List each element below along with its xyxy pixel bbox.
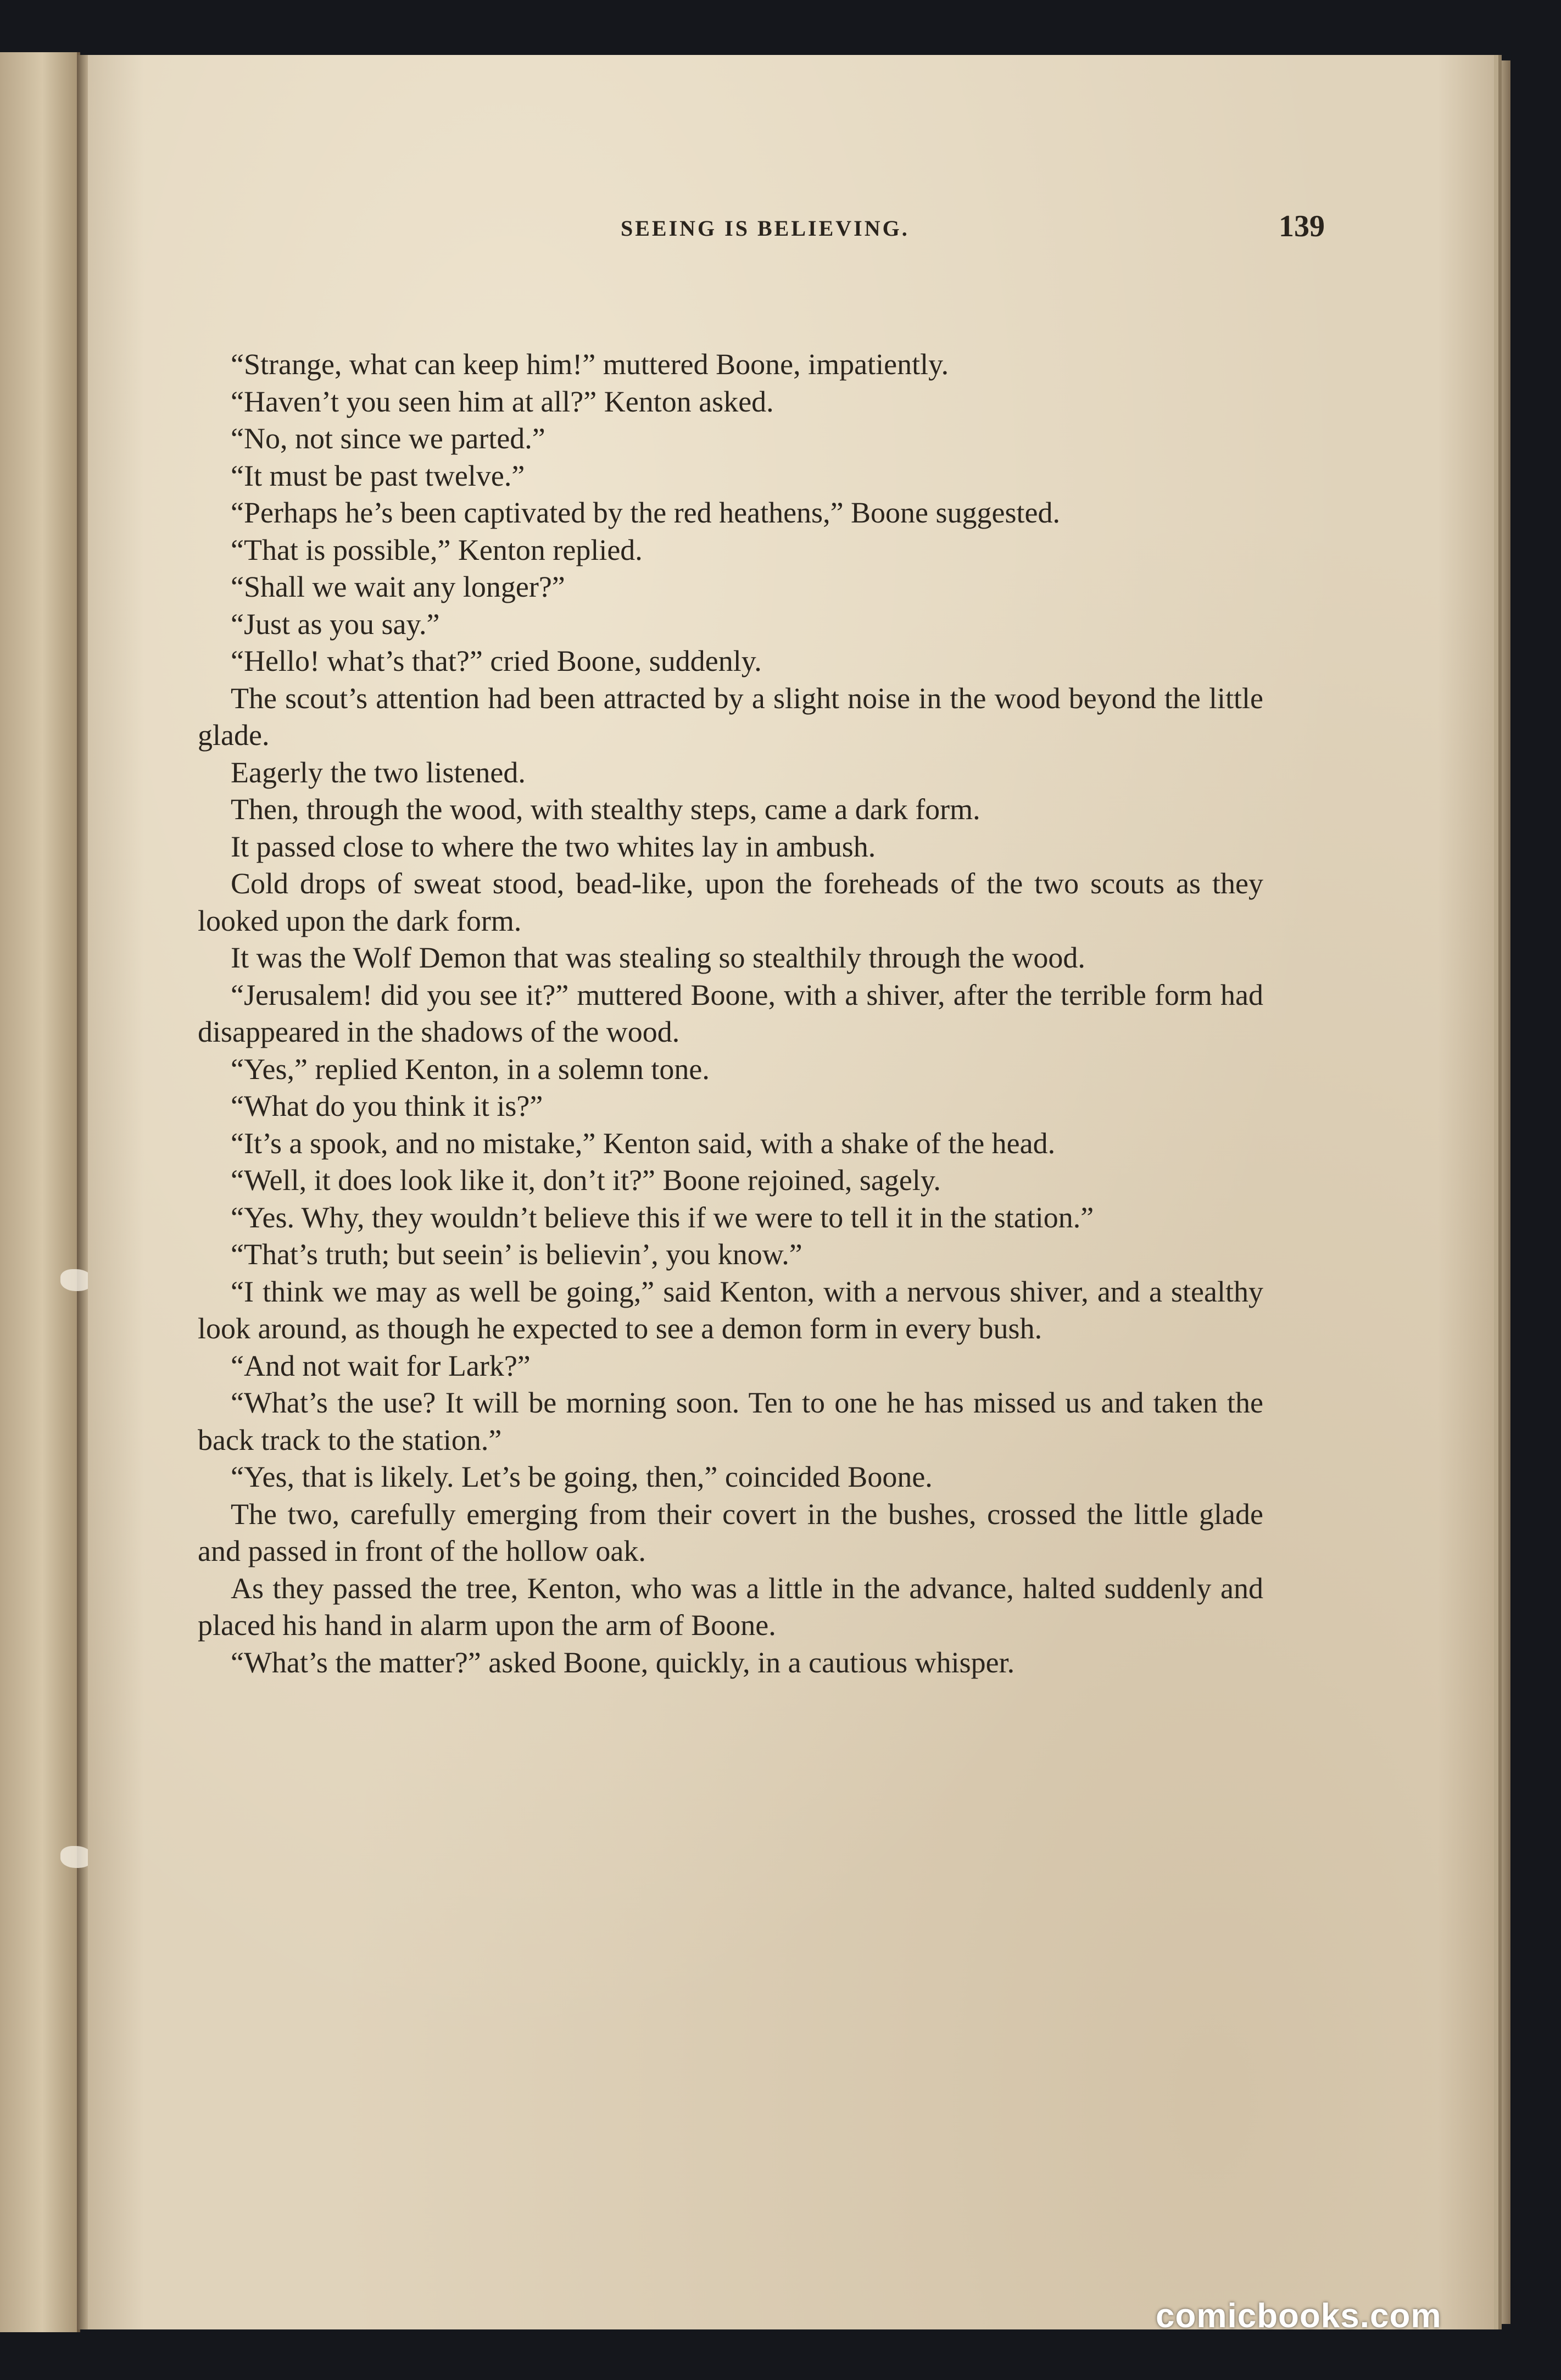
paragraph: It was the Wolf Demon that was stealing so stealthily through the wood. (231, 941, 1085, 974)
running-title: SEEING IS BELIEVING. (621, 216, 910, 241)
paragraph: Eagerly the two listened. (231, 755, 526, 789)
book-page (88, 55, 1494, 2329)
paragraph: “What’s the matter?” asked Boone, quickly, in a cautious whisper. (231, 1645, 1015, 1679)
facing-page-edge (0, 52, 80, 2332)
paragraph: It passed close to where the two whites lay in ambush. (231, 830, 876, 863)
paragraph: The two, carefully emerging from their covert in the bushes, crossed the little glade and passed in front of the hollow oak. (198, 1497, 1263, 1567)
paragraph: Cold drops of sweat stood, bead-like, upon the foreheads of the two scouts as they looked upon the dark form. (198, 867, 1263, 937)
paragraph: “I think we may as well be going,” said Kenton, with a nervous shiver, and a stealthy look around, as though he expected to see a demon form in every bush. (198, 1275, 1263, 1345)
paragraph: “It must be past twelve.” (231, 459, 525, 492)
paragraph: “And not wait for Lark?” (231, 1349, 531, 1382)
paragraph: “Hello! what’s that?” cried Boone, suddenly. (231, 644, 762, 677)
page-block-edge (1495, 60, 1510, 2324)
paragraph: “Yes. Why, they wouldn’t believe this if we were to tell it in the station.” (231, 1200, 1094, 1234)
paragraph: “Jerusalem! did you see it?” muttered Boone, with a shiver, after the terrible form had disappeared in the shadows of the wood. (198, 978, 1263, 1048)
paragraph: “Just as you say.” (231, 607, 440, 641)
paragraph: “Shall we wait any longer?” (231, 570, 565, 603)
site-watermark: comicbooks.com (1156, 2297, 1442, 2335)
paragraph: “It’s a spook, and no mistake,” Kenton said, with a shake of the head. (231, 1126, 1056, 1160)
body-text (198, 346, 1263, 2176)
paragraph: “What do you think it is?” (231, 1089, 543, 1122)
page-header (88, 209, 1494, 254)
paragraph: As they passed the tree, Kenton, who was a little in the advance, halted suddenly and placed his hand in alarm upon the arm of Boone. (198, 1571, 1263, 1642)
paragraph: “That is possible,” Kenton replied. (231, 533, 643, 566)
paragraph: “That’s truth; but seein’ is believin’, you know.” (231, 1238, 802, 1271)
paragraph: “Perhaps he’s been captivated by the red heathens,” Boone suggested. (231, 496, 1060, 529)
paragraph: “No, not since we parted.” (231, 422, 545, 455)
paragraph: “What’s the use? It will be morning soon. Ten to one he has missed us and taken the back track to the station.” (198, 1386, 1263, 1456)
page-number: 139 (1279, 209, 1325, 243)
paragraph: “Haven’t you seen him at all?” Kenton asked. (231, 385, 774, 418)
paragraph: “Yes, that is likely. Let’s be going, then,” coincided Boone. (231, 1460, 933, 1493)
paragraph: The scout’s attention had been attracted by a slight noise in the wood beyond the little glade. (198, 681, 1263, 752)
paragraph: “Yes,” replied Kenton, in a solemn tone. (231, 1052, 710, 1086)
paragraph: “Strange, what can keep him!” muttered Boone, impatiently. (231, 348, 949, 381)
paragraph: Then, through the wood, with stealthy steps, came a dark form. (231, 793, 980, 826)
paragraph: “Well, it does look like it, don’t it?” Boone rejoined, sagely. (231, 1164, 941, 1197)
